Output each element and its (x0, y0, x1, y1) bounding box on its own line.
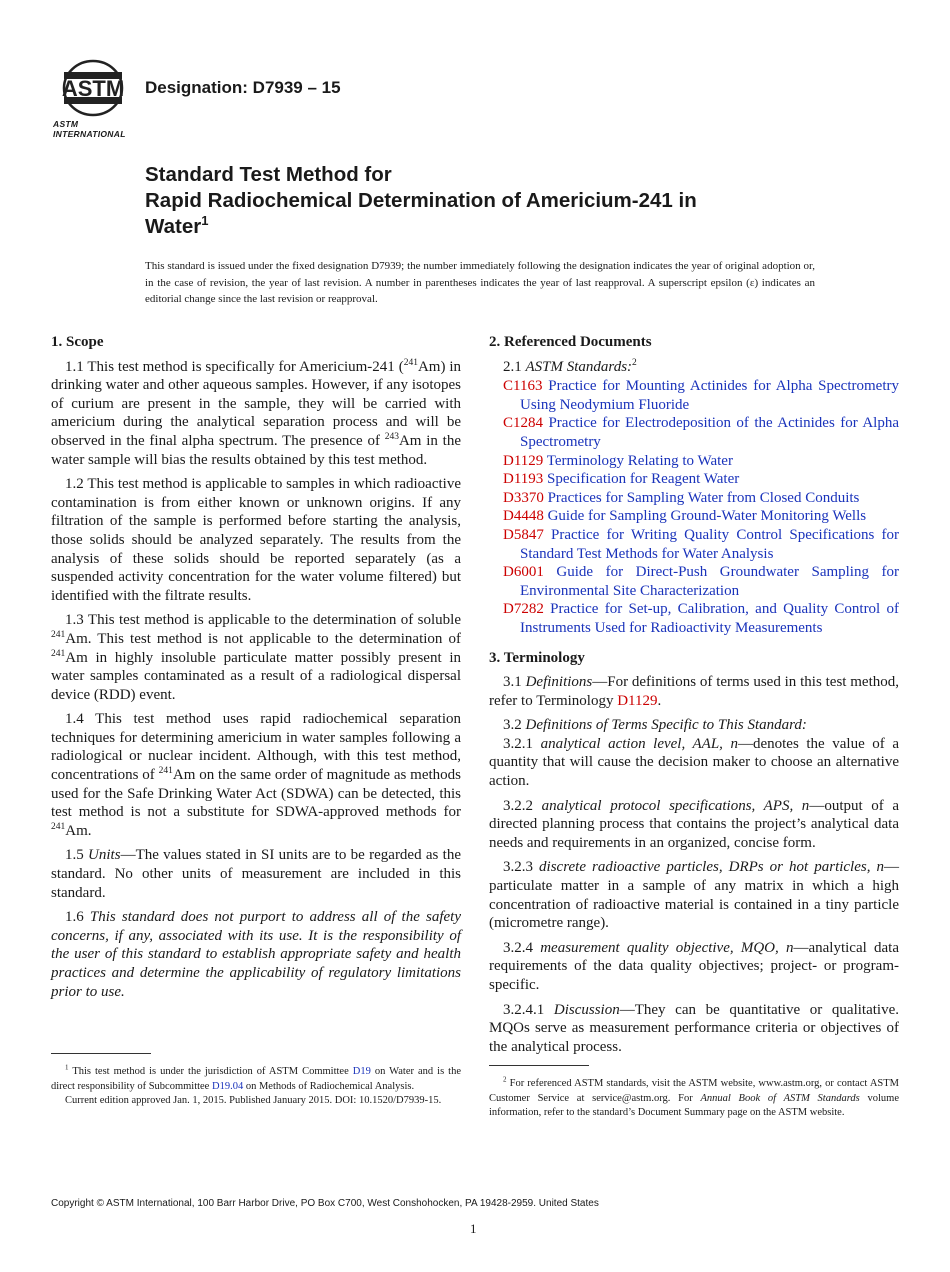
reference-item[interactable] (489, 489, 899, 508)
reference-title: Practice for Mounting Actinides for Alpha Spectrometry Using Neodymium Fluoride (520, 378, 899, 413)
paragraph-1-1: 1.1 This test method is specifically for Americium-241 ($^{241}$Am) in drinking water and other aqueous samples. However, if any isotopes of curium are present in the sample, they will be carried with americium during the analytical separation process and will be observed in the final alpha spectrum. The presence of $^{243}$Am in the water sample will bias the results obtained by this test method. (51, 357, 461, 468)
logo-text: ASTM INTERNATIONAL (53, 119, 126, 139)
reference-title: Terminology Relating to Water (546, 452, 733, 469)
reference-code: D6001 (503, 564, 544, 581)
reference-item[interactable] (489, 507, 899, 526)
paragraph-3-2: 3.2 Definitions of Terms Specific to This Standard: (503, 717, 807, 734)
footnote-ref[interactable]: 2 (632, 357, 637, 368)
right-column (489, 333, 899, 1062)
section-heading-referenced-documents: 2. Referenced Documents (489, 334, 652, 350)
reference-code: D4448 (503, 508, 544, 525)
reference-item[interactable] (489, 600, 899, 637)
title-line-3: Water$^1$ (145, 213, 209, 238)
reference-title: Practice for Electrodeposition of the Actinides for Alpha Spectrometry (520, 415, 899, 450)
reference-code: D7282 (503, 601, 544, 618)
reference-code: D5847 (503, 526, 544, 543)
issuance-note: This standard is issued under the fixed designation D7939; the number immediately following the designation indicates the year of original adoption or, in the case of revision, the year of last revision. A number in parentheses indicates the year of last reapproval. A superscript epsilon (ε) indicates an editorial change since the last revision or reapproval. (145, 260, 815, 305)
reference-item[interactable] (489, 470, 899, 489)
footnote-divider (51, 1053, 151, 1054)
reference-title: Practice for Set-up, Calibration, and Quality Control of Instruments Used for Radioactivity Measurements (520, 601, 900, 636)
designation: Designation: D7939 – 15 (145, 78, 341, 97)
copyright-notice: Copyright © ASTM International, 100 Barr Harbor Drive, PO Box C700, West Conshohocken, PA 19428-2959. United States (51, 1198, 599, 1209)
definition-3-2-2: 3.2.2 analytical protocol specifications, APS, n—output of a directed planning process that contains the project’s analytical data needs and requirements in an organized, concise form. (489, 797, 899, 851)
reference-title: Practice for Writing Quality Control Specifications for Standard Test Methods for Water Analysis (520, 526, 900, 562)
reference-title: Specification for Reagent Water (547, 471, 740, 488)
subcommittee-link[interactable]: D19.04 (211, 1080, 244, 1092)
page-number: 1 (470, 1221, 477, 1236)
referenced-documents-list (489, 377, 899, 637)
paragraph-1-5: 1.5 Units—The values stated in SI units are to be regarded as the standard. No other units of measurement are included in this standard. (51, 847, 461, 901)
discussion-3-2-4-1: 3.2.4.1 Discussion—They can be quantitative or qualitative. MQOs serve as measurement performance criteria or objectives of the analytical process. (489, 1001, 899, 1055)
reference-code: D1193 (503, 471, 544, 488)
svg-text:ASTM: ASTM (61, 76, 125, 101)
paragraph-1-6: 1.6 This standard does not purport to address all of the safety concerns, if any, associated with its use. It is the responsibility of the user of this standard to establish appropriate safety and health practices and determine the applicability of regulatory limitations prior to use. (51, 909, 462, 1000)
reference-title: Guide for Direct-Push Groundwater Sampling for Environmental Site Characterization (520, 564, 900, 599)
definition-3-2-4: 3.2.4 measurement quality objective, MQO, n—analytical data requirements of the data quality objectives; project- or program-specific. (489, 939, 899, 993)
paragraph-1-3: 1.3 This test method is applicable to the determination of soluble $^{241}$Am. This test method is not applicable to the determination of $^{241}$Am in highly insoluble particulate matter possibly present in water samples contaminated as a result of a radiological dispersal device (RDD) event. (51, 612, 461, 703)
astm-standards-subheading: 2.1 ASTM Standards:$^2$ (503, 357, 637, 375)
reference-item[interactable] (489, 452, 899, 471)
reference-title: Guide for Sampling Ground-Water Monitoring Wells (547, 508, 867, 525)
footnote-2: $^2$ For referenced ASTM standards, visit the ASTM website, www.astm.org, or contact ASTM Customer Service at service@astm.org. For Annual Book of ASTM Standards volume information, refer to the standard’s Document Summary page on the ASTM website. (489, 1075, 899, 1118)
edition-note: Current edition approved Jan. 1, 2015. Published January 2015. DOI: 10.1520/D7939-15. (65, 1095, 442, 1106)
terminology-link[interactable]: D1129 (617, 692, 658, 709)
paragraph-1-2: 1.2 This test method is applicable to samples in which radioactive contamination is from either known or unknown origins. If any filtration of the sample is performed before starting the analysis, those solids should be analyzed separately. The results from the analysis of these solids should be reported separately (as a suspended activity concentration for the water volume filtered) but identified with the filtrate results. (51, 476, 461, 604)
reference-item[interactable] (489, 563, 899, 600)
reference-item[interactable] (489, 526, 899, 563)
reference-item[interactable] (489, 414, 899, 451)
reference-code: C1163 (503, 378, 543, 395)
definition-3-2-3: 3.2.3 discrete radioactive particles, DRPs or hot particles, n—particulate matter in a sample of any matrix in which a high concentration of radioactive material is contained in a tiny particle (micrometre range). (489, 859, 900, 932)
reference-title: Practices for Sampling Water from Closed Conduits (547, 489, 860, 506)
footnote-ref[interactable]: 1 (201, 213, 209, 229)
title-line-1: Standard Test Method for (145, 163, 392, 186)
footnote-divider (489, 1065, 589, 1066)
committee-link[interactable]: D19 (352, 1066, 371, 1077)
definition-3-2-1: 3.2.1 analytical action level, AAL, n—denotes the value of a quantity that will cause the decision maker to choose an alternative action. (489, 735, 900, 790)
title-line-2: Rapid Radiochemical Determination of Americium-241 in (145, 189, 697, 212)
paragraph-1-4: 1.4 This test method uses rapid radiochemical separation techniques for determining americium in water samples following a radiological or nuclear incident. Although, with this test method, concentrations of $^{241}$Am on the same order of magnitude as methods used for the Safe Drinking Water Act (SDWA) can be detected, this test method is not a substitute for SDWA-approved methods for $^{241}$Am. (51, 711, 461, 839)
section-heading-terminology: 3. Terminology (489, 649, 585, 666)
left-column (51, 333, 461, 1007)
footnote-1: $^1$ This test method is under the jurisdiction of ASTM Committee D19 on Water and is the direct responsibility of Subcommittee D19.04 on Methods of Radiochemical Analysis. Current edition approved Jan. 1, 2015. Published January 2015. DOI: 10.1520/D7939-15. (51, 1065, 461, 1109)
paragraph-3-1: 3.1 Definitions—For definitions of terms used in this test method, refer to Terminology D1129. (489, 674, 900, 709)
reference-code: D3370 (503, 489, 544, 506)
reference-item[interactable] (489, 377, 899, 414)
reference-code: C1284 (503, 415, 544, 432)
reference-code: D1129 (503, 452, 544, 469)
astm-logo (50, 58, 136, 139)
section-heading-scope: 1. Scope (51, 334, 104, 350)
document-title (145, 162, 845, 240)
